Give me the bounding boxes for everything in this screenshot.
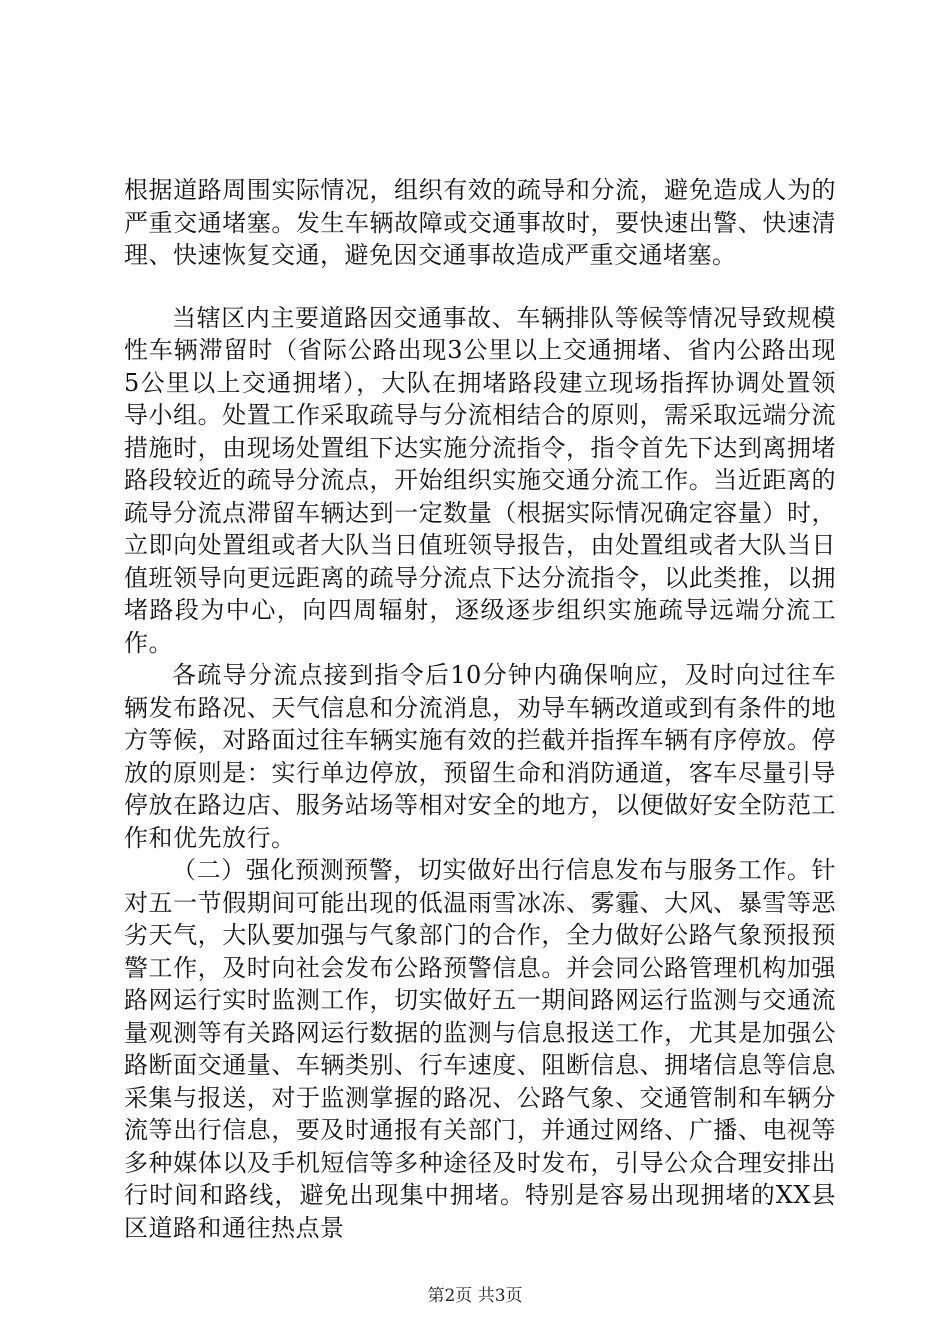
paragraph-1: 根据道路周围实际情况，组织有效的疏导和分流，避免造成人为的严重交通堵塞。发生车辆故障或交通事故时，要快速出警、快速清理、快速恢复交通，避免因交通事故造成严重交通堵塞。 xyxy=(124,176,836,269)
paragraph-4: （二）强化预测预警，切实做好出行信息发布与服务工作。针对五一节假期间可能出现的低温雨雪冰冻、雾霾、大风、暴雪等恶劣天气，大队要加强与气象部门的合作，全力做好公路气象预报预警工作，及时向社会发布公路预警信息。并会同公路管理机构加强路网运行实时监测工作，切实做好五一期间路网运行监测与交通流量观测等有关路网运行数据的监测与信息报送工作，尤其是加强公路断面交通量、车辆类别、行车速度、阻断信息、拥堵信息等信息采集与报送，对于监测掌握的路况、公路气象、交通管制和车辆分流等出行信息，要及时通报有关部门，并通过网络、广播、电视等多种媒体以及手机短信等多种途径及时发布，引导公众合理安排出行时间和路线，避免出现集中拥堵。特别是容易出现拥堵的XX县区道路和通往热点景 xyxy=(124,856,836,1242)
paragraph-spacer xyxy=(124,272,836,302)
document-body xyxy=(124,174,836,1244)
paragraph-3: 各疏导分流点接到指令后10分钟内确保响应，及时向过往车辆发布路况、天气信息和分流消息，劝导车辆改道或到有条件的地方等候，对路面过往车辆实施有效的拦截并指挥车辆有序停放。停放的原则是：实行单边停放，预留生命和消防通道，客车尽量引导停放在路边店、服务站场等相对安全的地方，以便做好安全防范工作和优先放行。 xyxy=(124,661,836,852)
page-footer: 第2页 共3页 xyxy=(427,1286,523,1306)
paragraph-2: 当辖区内主要道路因交通事故、车辆排队等候等情况导致规模性车辆滞留时（省际公路出现3公里以上交通拥堵、省内公路出现5公里以上交通拥堵），大队在拥堵路段建立现场指挥协调处置领导小组。处置工作采取疏导与分流相结合的原则，需采取远端分流措施时，由现场处置组下达实施分流指令，指令首先下达到离拥堵路段较近的疏导分流点，开始组织实施交通分流工作。当近距离的疏导分流点滞留车辆达到一定数量（根据实际情况确定容量）时，立即向处置组或者大队当日值班领导报告，由处置组或者大队当日值班领导向更远距离的疏导分流点下达分流指令，以此类推，以拥堵路段为中心，向四周辐射，逐级逐步组织实施疏导远端分流工作。 xyxy=(124,303,836,657)
